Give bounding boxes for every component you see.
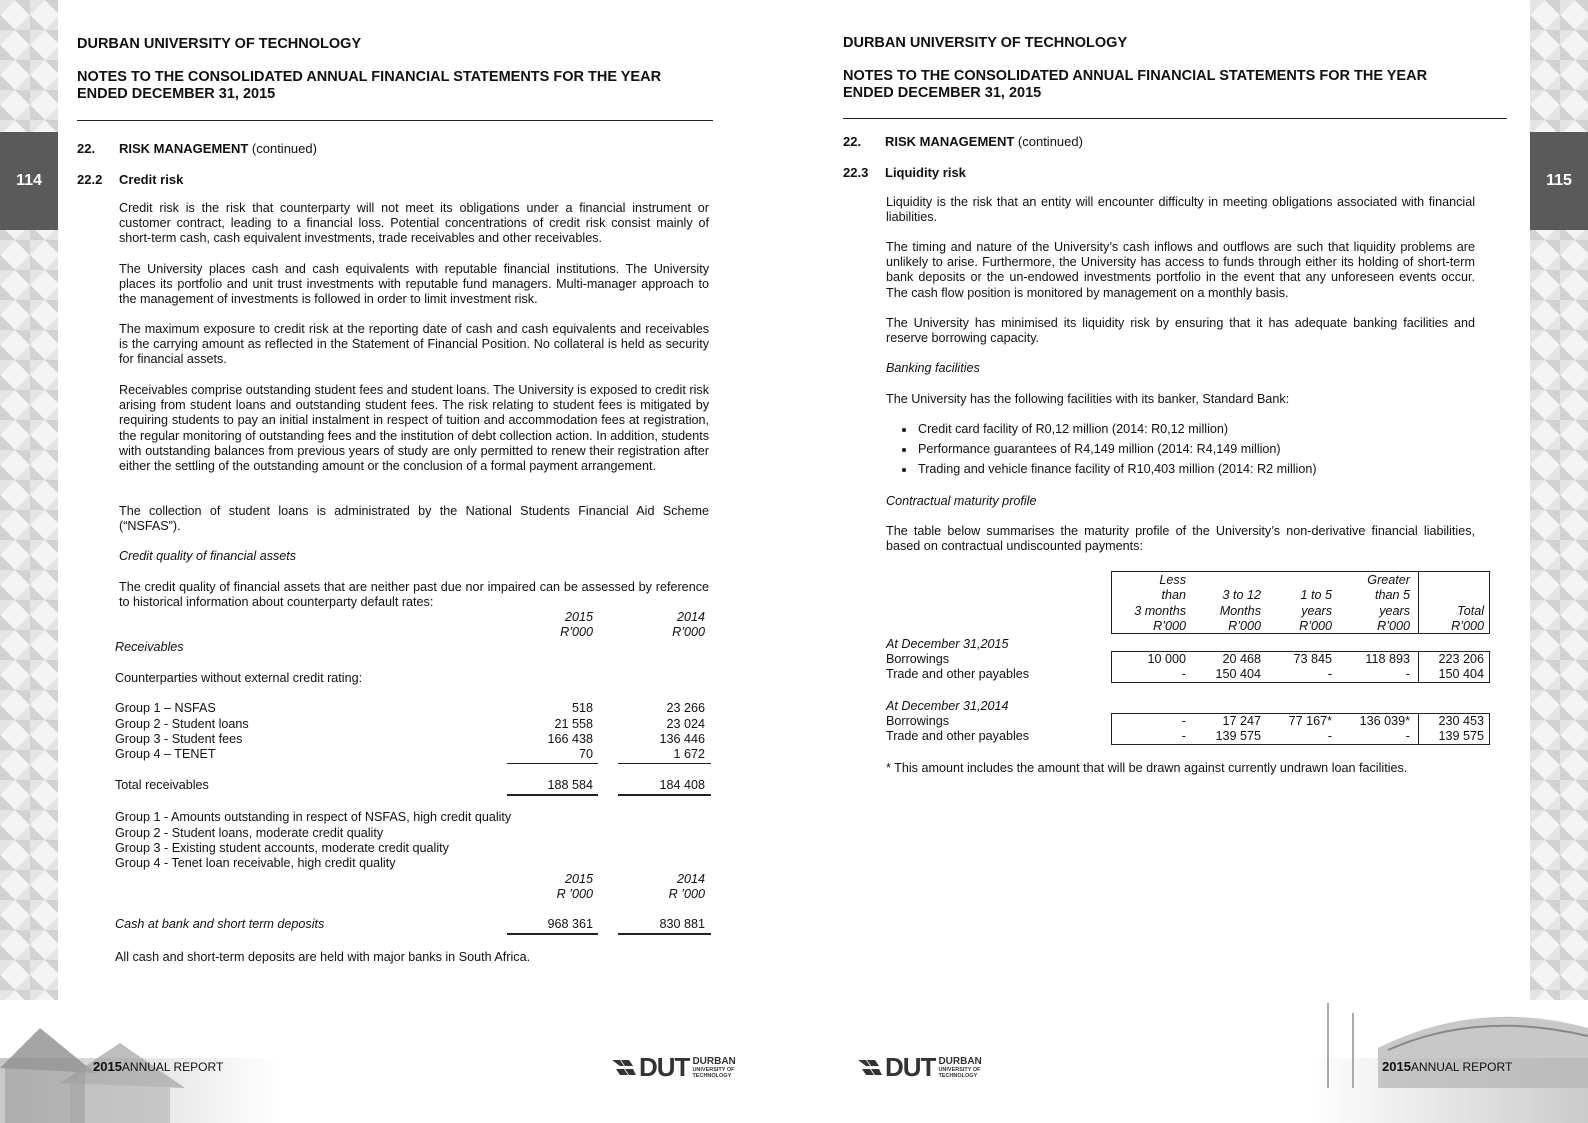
right-title-line1: NOTES TO THE CONSOLIDATED ANNUAL FINANCIAL STATEMENTS FOR THE YEAR [843,68,1428,84]
dut-chevrons-icon [612,1057,636,1079]
cash-rule-2014 [618,933,711,935]
left-footer-huts-image [0,988,280,1123]
credit-para-6: The credit quality of financial assets that are neither past due nor impaired can be assessed by reference to historical information about counterparty default rates: [119,580,709,610]
table-header-cell: than 5 [1374,588,1410,602]
table-header-cell: Greater [1367,573,1410,587]
col-divider [1418,713,1419,745]
table-header-cell: than [1161,588,1186,602]
right-subsection-heading: 22.3 Liquidity risk [843,165,966,180]
list-item: • Credit card facility of R0,12 million (2014: R0,12 million) [916,419,1317,439]
total-rule-2014 [618,794,711,796]
cash-rule-2015 [507,933,598,935]
left-section-heading: 22. RISK MANAGEMENT (continued) [77,141,317,156]
left-title-line1: NOTES TO THE CONSOLIDATED ANNUAL FINANCIAL STATEMENTS FOR THE YEAR [77,69,662,85]
col-divider [1418,651,1419,683]
table-header-cell: years [1301,604,1332,618]
period-2015-label: At December 31,2015 [886,637,1009,651]
total-rule-2015 [507,794,598,796]
liquidity-para-2: The timing and nature of the University’s cash inflows and outflows are such that liquidity problems are unlikely to arise. Furthermore, the University has access to funds through either its holding of short-term bank deposits or the un-endowed investments portfolio in the event that any unforeseen events occur. The cash flow position is monitored by management on a monthly basis. [886,240,1475,300]
subtotal-rule-2015 [507,763,598,764]
list-item: • Performance guarantees of R4,149 million (2014: R4,149 million) [916,439,1317,459]
group-note: Group 2 - Student loans, moderate credit quality [115,826,384,840]
right-title-line2: ENDED DECEMBER 31, 2015 [843,85,1042,101]
credit-para-2: The University places cash and cash equivalents with reputable financial institutions. The University places its portfolio and unit trust investments with reputable fund managers. Multi-manager approach to the management of investments is followed in order to limit investment risk. [119,262,709,307]
receivables-label: Receivables [115,640,184,654]
col-2014-unit: R’000 [672,625,705,639]
table-footnote: * This amount includes the amount that will be drawn against currently undrawn loan facilities. [886,761,1408,775]
right-institution: DURBAN UNIVERSITY OF TECHNOLOGY [843,35,1128,51]
group-note: Group 1 - Amounts outstanding in respect of NSFAS, high credit quality [115,810,512,824]
table-header-cell: 3 months [1134,604,1186,618]
credit-para-3: The maximum exposure to credit risk at the reporting date of cash and cash equivalents and receivables is the carrying amount as reflected in the Statement of Financial Position. No collateral is held as security for financial assets. [119,322,709,367]
credit-para-5: The collection of student loans is administrated by the National Students Financial Aid Scheme (“NSFAS”). [119,504,709,534]
liquidity-para-1: Liquidity is the risk that an entity will encounter difficulty in meeting obligations associated with financial liabilities. [886,195,1475,225]
counterparties-label: Counterparties without external credit rating: [115,671,363,685]
left-subsection-heading: 22.2 Credit risk [77,172,184,187]
banking-heading: Banking facilities [886,361,980,375]
table-header-cell: Months [1219,604,1261,618]
right-page-number: 115 [1530,132,1588,230]
maturity-intro: The table below summarises the maturity profile of the University’s non-derivative financial liabilities, based on contractual undiscounted payments: [886,524,1475,554]
cash-col-2014-unit: R ’000 [668,887,705,901]
table-header-cell: R’000 [1299,619,1332,633]
cash-col-2015-unit: R ’000 [556,887,593,901]
banking-intro: The University has the following facilities with its banker, Standard Bank: [886,392,1290,406]
right-dut-logo: DUT DURBAN UNIVERSITY OF TECHNOLOGY [858,1052,982,1083]
table-header-cell: R’000 [1228,619,1261,633]
liquidity-para-3: The University has minimised its liquidity risk by ensuring that it has adequate banking facilities and reserve borrowing capacity. [886,316,1475,346]
col-divider [1418,571,1419,634]
credit-quality-heading: Credit quality of financial assets [119,549,297,563]
col-2014-header: 2014 [676,610,705,624]
left-institution: DURBAN UNIVERSITY OF TECHNOLOGY [77,36,362,52]
period-2014-label: At December 31,2014 [886,699,1009,713]
right-section-heading: 22. RISK MANAGEMENT (continued) [843,134,1083,149]
group-note: Group 4 - Tenet loan receivable, high credit quality [115,856,396,870]
table-header-cell: Less [1159,573,1186,587]
subtotal-rule-2014 [618,763,711,764]
col-2015-unit: R’000 [560,625,593,639]
right-footer-stadium-image [1308,988,1588,1123]
left-title-line2: ENDED DECEMBER 31, 2015 [77,86,276,102]
dut-chevrons-icon [858,1057,882,1079]
closing-note: All cash and short-term deposits are held with major banks in South Africa. [115,950,531,964]
left-footer-report: 2015ANNUAL REPORT [93,1059,224,1074]
cash-col-2015-header: 2015 [564,872,593,886]
table-header-cell: R’000 [1377,619,1410,633]
col-2015-header: 2015 [564,610,593,624]
left-page-number: 114 [0,132,58,230]
table-header-cell: R’000 [1451,619,1484,633]
group-note: Group 3 - Existing student accounts, moderate credit quality [115,841,449,855]
credit-para-4: Receivables comprise outstanding student fees and student loans. The University is exposed to credit risk arising from student loans and outstanding student fees. The risk relating to student fees is mitigated by requiring students to pay an initial instalment in respect of tuition and accommodation fees at registration, the regular monitoring of outstanding fees and the institution of debt collection action. In addition, students with outstanding balances from previous years of study are only permitted to renew their registration after either the settling of the outstanding amount or the conclusion of a formal payment arrangement. [119,383,709,474]
table-header-cell: 1 to 5 [1300,588,1332,602]
facilities-list [884,419,1317,479]
table-header-cell: Total [1457,604,1484,618]
right-header-rule [843,118,1507,119]
left-dut-logo: DUT DURBAN UNIVERSITY OF TECHNOLOGY [612,1052,736,1083]
right-footer-report: 2015ANNUAL REPORT [1382,1059,1513,1074]
table-header-cell: 3 to 12 [1222,588,1261,602]
list-item: • Trading and vehicle finance facility of R10,403 million (2014: R2 million) [916,459,1317,479]
table-header-cell: years [1379,604,1410,618]
table-header-cell: R’000 [1153,619,1186,633]
credit-para-1: Credit risk is the risk that counterparty will not meet its obligations under a financial instrument or customer contract, leading to a financial loss. Potential concentrations of credit risk consist mainly of short-term cash, cash equivalent investments, trade receivables and other receivables. [119,201,709,246]
cash-col-2014-header: 2014 [676,872,705,886]
maturity-heading: Contractual maturity profile [886,494,1037,508]
left-header-rule [77,120,713,121]
